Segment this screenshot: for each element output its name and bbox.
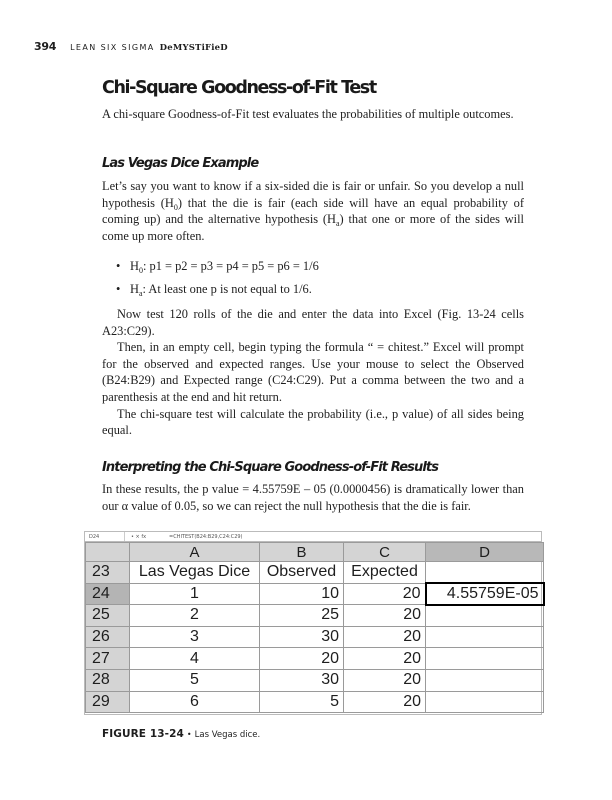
- figure-separator: •: [186, 730, 192, 739]
- running-header: [34, 40, 228, 53]
- table-row: [86, 626, 544, 648]
- page-number: 394: [34, 40, 57, 53]
- intro-paragraph: A chi-square Goodness-of-Fit test evaluates the probabilities of multiple outcomes.: [102, 107, 514, 121]
- cell[interactable]: 10: [260, 583, 344, 605]
- cell[interactable]: [426, 562, 544, 584]
- cell[interactable]: 30: [260, 669, 344, 691]
- table-row: [86, 583, 544, 605]
- example-paragraph-3: Then, in an empty cell, begin typing the formula “ = chitest.” Excel will prompt for the observed and expected ranges. Use your mouse to select the Observed (B24:B29) and Expected range (C24:C29). Put a comma between the two and a parenthesis at the end and hit return.: [102, 340, 524, 404]
- cell[interactable]: 20: [344, 626, 426, 648]
- running-brand: DeMYSTiFieD: [159, 43, 228, 53]
- column-header-a[interactable]: A: [130, 543, 260, 562]
- results-paragraph: In these results, the p value = 4.55759E – 05 (0.0000456) is dramatically lower than our α value of 0.05, so we can reject the null hypothesis that the die is fair.: [102, 482, 524, 513]
- example-heading-block: [102, 157, 524, 170]
- cell[interactable]: Observed: [260, 562, 344, 584]
- figure-caption: [102, 728, 260, 740]
- hypothesis-null: : p1 = p2 = p3 = p4 = p5 = p6 = 1/6: [142, 259, 319, 273]
- results-para-block: [102, 481, 524, 514]
- example-paragraph-2: Now test 120 rolls of the die and enter the data into Excel (Fig. 13-24 cells A23:C29).: [102, 307, 524, 338]
- cell[interactable]: 5: [260, 691, 344, 713]
- corner-cell[interactable]: [86, 543, 130, 562]
- row-header[interactable]: 27: [86, 648, 130, 670]
- cell[interactable]: 20: [260, 648, 344, 670]
- name-box[interactable]: D24: [85, 532, 125, 541]
- example-heading: Las Vegas Dice Example: [102, 156, 259, 171]
- section-heading-block: [102, 80, 524, 98]
- running-title: LEAN SIX SIGMA: [70, 43, 155, 52]
- cell[interactable]: Expected: [344, 562, 426, 584]
- results-heading-block: [102, 461, 524, 474]
- intro-block: [102, 106, 524, 123]
- example-body-block: [102, 306, 524, 439]
- table-row: [86, 691, 544, 713]
- cell[interactable]: 20: [344, 583, 426, 605]
- example-para1-block: [102, 178, 524, 244]
- selected-result-cell[interactable]: 4.55759E-05: [426, 583, 544, 605]
- spreadsheet-figure: [84, 531, 542, 715]
- cell[interactable]: 3: [130, 626, 260, 648]
- cell[interactable]: [426, 626, 544, 648]
- list-item: • $H_a$: At least one p is not equal to 1/6.: [116, 282, 312, 298]
- cell[interactable]: 25: [260, 605, 344, 627]
- hypothesis-alt: : At least one p is not equal to 1/6.: [142, 282, 312, 296]
- section-title: Chi-Square Goodness-of-Fit Test: [102, 78, 376, 98]
- cell[interactable]: Las Vegas Dice: [130, 562, 260, 584]
- table-row: [86, 562, 544, 584]
- list-item: • $H_0$: p1 = p2 = p3 = p4 = p5 = p6 = 1/6: [116, 259, 319, 275]
- cell[interactable]: 2: [130, 605, 260, 627]
- example-paragraph-4: The chi-square test will calculate the probability (i.e., p value) of all sides being equal.: [102, 406, 524, 438]
- cell[interactable]: 20: [344, 691, 426, 713]
- column-header-c[interactable]: C: [344, 543, 426, 562]
- row-header[interactable]: 25: [86, 605, 130, 627]
- table-row: [86, 669, 544, 691]
- spreadsheet-grid: [85, 542, 545, 713]
- cell[interactable]: 20: [344, 648, 426, 670]
- hypothesis-list: [116, 258, 516, 304]
- cell[interactable]: 30: [260, 626, 344, 648]
- row-header[interactable]: 26: [86, 626, 130, 648]
- formula-input[interactable]: =CHITEST(B24:B29,C24:C29): [169, 533, 243, 540]
- cell[interactable]: [426, 648, 544, 670]
- figure-label: FIGURE 13-24: [102, 728, 184, 740]
- cell[interactable]: 6: [130, 691, 260, 713]
- cell[interactable]: 1: [130, 583, 260, 605]
- cell[interactable]: [426, 669, 544, 691]
- cell[interactable]: 5: [130, 669, 260, 691]
- cell[interactable]: [426, 691, 544, 713]
- column-header-b[interactable]: B: [260, 543, 344, 562]
- cell[interactable]: [426, 605, 544, 627]
- row-header[interactable]: 28: [86, 669, 130, 691]
- example-paragraph-1: Let’s say you want to know if a six-sided die is fair or unfair. So you develop a null hypothesis $(H_0)$ that the die is fair (each side will have an equal probability of coming up) and the alternative hypothesis $(H_a)$ that one or more of the sides will come up more often.: [102, 179, 524, 243]
- figure-caption-text: Las Vegas dice.: [194, 730, 261, 740]
- table-row: [86, 648, 544, 670]
- formula-bar: [85, 532, 541, 542]
- cell[interactable]: 20: [344, 669, 426, 691]
- table-row: [86, 605, 544, 627]
- column-header-d[interactable]: D: [426, 543, 544, 562]
- cell[interactable]: 4: [130, 648, 260, 670]
- column-header-row: [86, 543, 544, 562]
- fx-icon: • × fx: [131, 533, 147, 540]
- results-heading: Interpreting the Chi-Square Goodness-of-Fit Results: [102, 460, 439, 475]
- row-header[interactable]: 24: [86, 583, 130, 605]
- cell[interactable]: 20: [344, 605, 426, 627]
- row-header[interactable]: 23: [86, 562, 130, 584]
- row-header[interactable]: 29: [86, 691, 130, 713]
